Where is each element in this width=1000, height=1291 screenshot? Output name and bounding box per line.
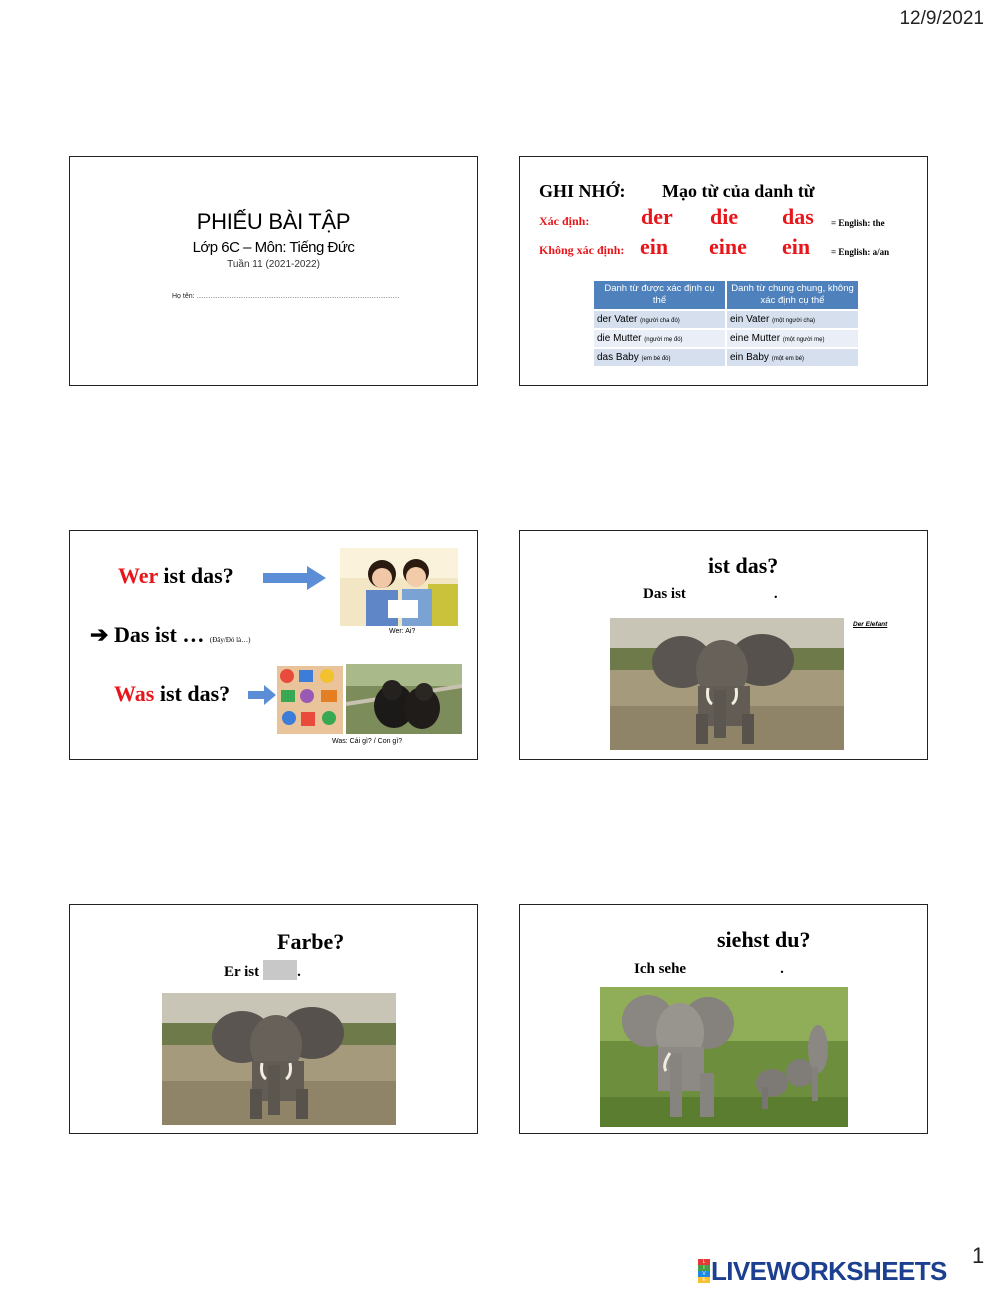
table-cell: das Baby (em bé đó) [594, 349, 725, 366]
elephant-family-photo [600, 987, 848, 1127]
article-die: die [710, 204, 739, 229]
answer-suffix: . [773, 586, 778, 602]
wer-word: Wer [118, 563, 158, 588]
answer-line [643, 586, 778, 603]
name-line: Họ tên: …………………………………………………………………………… [172, 293, 400, 300]
article-der: der [641, 204, 673, 229]
definite-english: = English: the [831, 218, 885, 228]
table-header-definite: Danh từ được xác định cụ thể [594, 281, 725, 309]
slide-wer-was [69, 530, 478, 760]
answer-prefix: Das ist [643, 586, 686, 602]
answer-line [634, 961, 784, 978]
remember-heading-topic: Mạo từ của danh từ [662, 181, 815, 201]
logo-tile: L [698, 1259, 710, 1265]
answer-line [224, 960, 301, 981]
table-header-indefinite: Danh từ chung chung, không xác định cụ thể [727, 281, 858, 309]
article-table [592, 279, 860, 368]
answer-blank[interactable] [263, 960, 297, 980]
slide-colour [69, 904, 478, 1134]
slide-title [69, 156, 478, 386]
question-text: ist das? [708, 553, 779, 578]
wer-question [118, 563, 234, 589]
remember-heading: GHI NHỚ: [539, 181, 626, 201]
slide-what-do-you-see [519, 904, 928, 1134]
logo-tile: I [698, 1265, 710, 1271]
slide-what-is-this [519, 530, 928, 760]
table-row [594, 349, 858, 366]
table-cell: eine Mutter (một người mẹ) [727, 330, 858, 347]
wer-caption: Wer: Ai? [389, 628, 416, 635]
worksheet-week: Tuần 11 (2021-2022) [227, 259, 320, 270]
article-ein: ein [640, 234, 669, 259]
arrow-right-icon [248, 685, 276, 705]
table-cell: die Mutter (người mẹ đó) [594, 330, 725, 347]
answer-prefix: Ich sehe [634, 961, 687, 977]
answer-suffix: . [297, 964, 301, 980]
answer-prefix: Er ist [224, 964, 260, 980]
toy-puzzle-photo [277, 666, 343, 734]
article-eine: eine [709, 234, 747, 259]
question-text: Farbe? [277, 929, 345, 954]
was-rest: ist das? [159, 681, 231, 706]
slide-articles [519, 156, 928, 386]
table-row [594, 311, 858, 328]
answer-line [90, 622, 251, 648]
children-photo [340, 548, 458, 626]
article-das: das [782, 204, 814, 229]
arrow-right-icon [263, 566, 327, 590]
logo-letter-tiles [698, 1259, 710, 1283]
page-number: 1 [972, 1243, 985, 1268]
table-cell: ein Baby (một em bé) [727, 349, 858, 366]
implies-arrow-icon: ➔ [90, 622, 109, 647]
article-ein-neuter: ein [782, 234, 811, 259]
question-text: siehst du? [717, 927, 811, 952]
worksheet-subtitle: Lớp 6C – Môn: Tiếng Đức [192, 239, 355, 256]
indefinite-english: = English: a/an [831, 247, 890, 257]
hint-text: Der Elefant [853, 621, 888, 628]
definite-label: Xác định: [539, 214, 590, 228]
page-date: 12/9/2021 [899, 8, 984, 29]
was-caption: Was: Cái gì? / Con gì? [332, 738, 403, 745]
elephant-photo [162, 993, 396, 1125]
logo-wordmark: LIVEWORKSHEETS [711, 1256, 947, 1286]
answer-suffix: . [780, 961, 784, 977]
was-question [114, 681, 230, 707]
wer-rest: ist das? [163, 563, 234, 588]
was-word: Was [114, 681, 155, 706]
answer-note: (Đây/Đó là…) [209, 636, 251, 644]
worksheet-title: PHIẾU BÀI TẬP [196, 209, 351, 234]
table-row [594, 330, 858, 347]
chimpanzee-photo [346, 664, 462, 734]
logo-tile: V [698, 1271, 710, 1277]
elephant-photo [610, 618, 844, 750]
table-cell: der Vater (người cha đó) [594, 311, 725, 328]
answer-text: Das ist … [113, 622, 205, 647]
table-cell: ein Vater (một người cha) [727, 311, 858, 328]
indefinite-label: Không xác định: [539, 243, 625, 257]
logo-tile: E [698, 1277, 710, 1283]
